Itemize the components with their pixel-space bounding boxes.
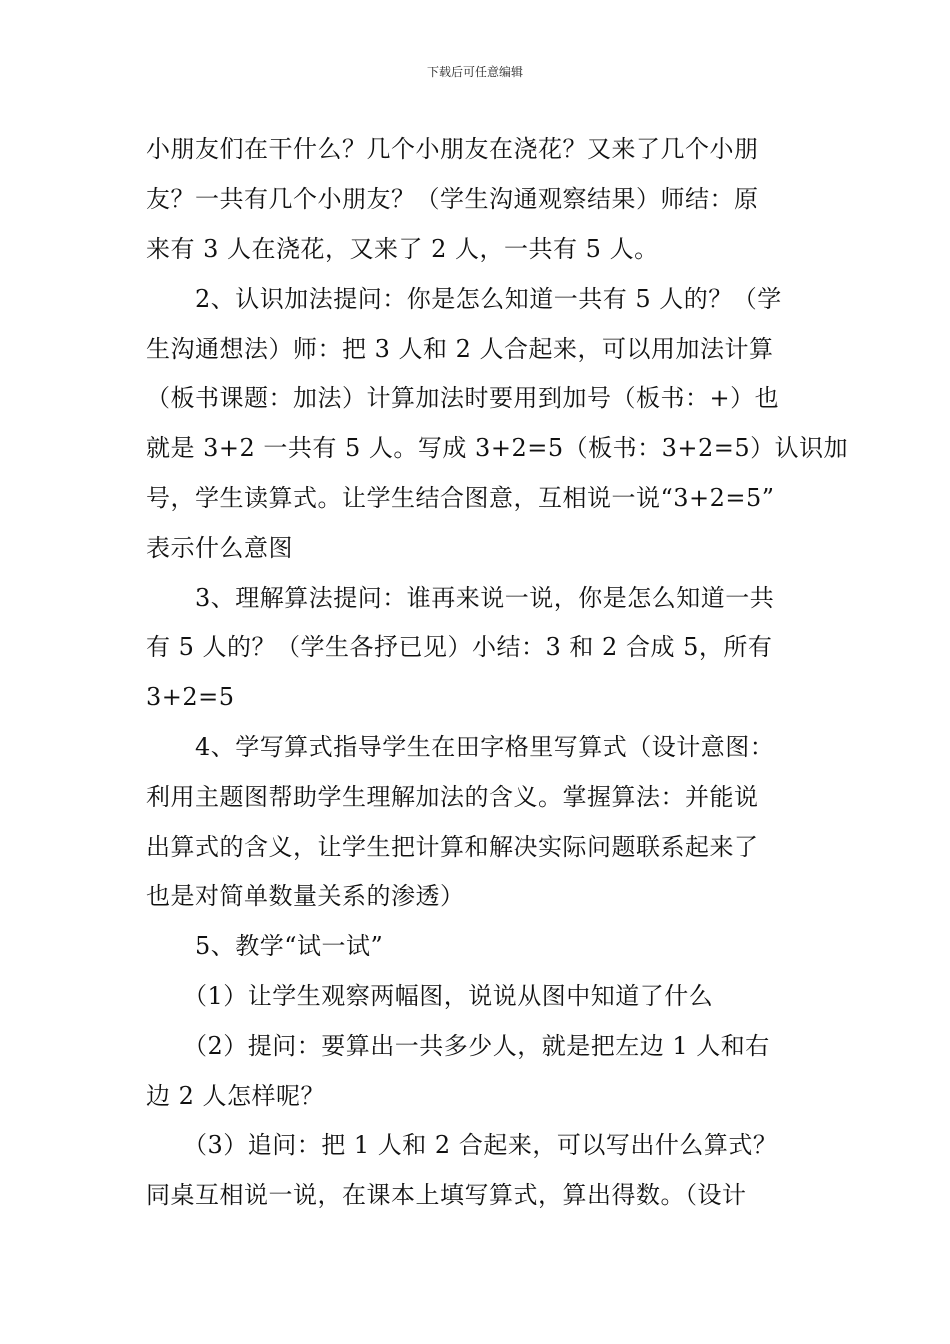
text-line: 小朋友们在干什么？几个小朋友在浇花？又来了几个小朋 <box>146 135 759 163</box>
text-line: 利用主题图帮助学生理解加法的含义。掌握算法：并能说 <box>146 783 759 811</box>
page-header: 下载后可任意编辑 <box>426 65 523 79</box>
text-line: 同桌互相说一说，在课本上填写算式，算出得数。（设计 <box>146 1181 747 1209</box>
text-line: 3、理解算法提问：谁再来说一说，你是怎么知道一共 <box>146 584 775 612</box>
text-line: 有 5 人的？（学生各抒已见）小结：3 和 2 合成 5，所有 <box>146 633 773 661</box>
text-line: （1）让学生观察两幅图，说说从图中知道了什么 <box>146 982 714 1010</box>
text-line: 就是 3+2 一共有 5 人。写成 3+2=5（板书：3+2=5）认识加 <box>146 434 849 462</box>
text-line: 表示什么意图 <box>146 534 293 562</box>
text-line: （板书课题：加法）计算加法时要用到加号（板书：+）也 <box>146 384 780 412</box>
text-line: 友？一共有几个小朋友？（学生沟通观察结果）师结：原 <box>146 185 759 213</box>
text-line: （2）提问：要算出一共多少人，就是把左边 1 人和右 <box>146 1032 770 1060</box>
text-line: 也是对简单数量关系的渗透） <box>146 882 465 910</box>
text-line: 2、认识加法提问：你是怎么知道一共有 5 人的？（学 <box>146 285 782 313</box>
text-line: 号，学生读算式。让学生结合图意，互相说一说“3+2=5” <box>146 484 775 512</box>
text-line: 3+2=5 <box>146 683 235 711</box>
text-line: 边 2 人怎样呢？ <box>146 1082 326 1110</box>
text-line: 出算式的含义，让学生把计算和解决实际问题联系起来了 <box>146 833 759 861</box>
text-line: 生沟通想法）师：把 3 人和 2 人合起来，可以用加法计算 <box>146 335 774 363</box>
text-line: 5、教学“试一试” <box>146 932 384 960</box>
text-line: 4、学写算式指导学生在田字格里写算式（设计意图： <box>146 733 775 761</box>
text-line: （3）追问：把 1 人和 2 合起来，可以写出什么算式？ <box>146 1131 778 1159</box>
text-line: 来有 3 人在浇花，又来了 2 人，一共有 5 人。 <box>146 235 659 263</box>
